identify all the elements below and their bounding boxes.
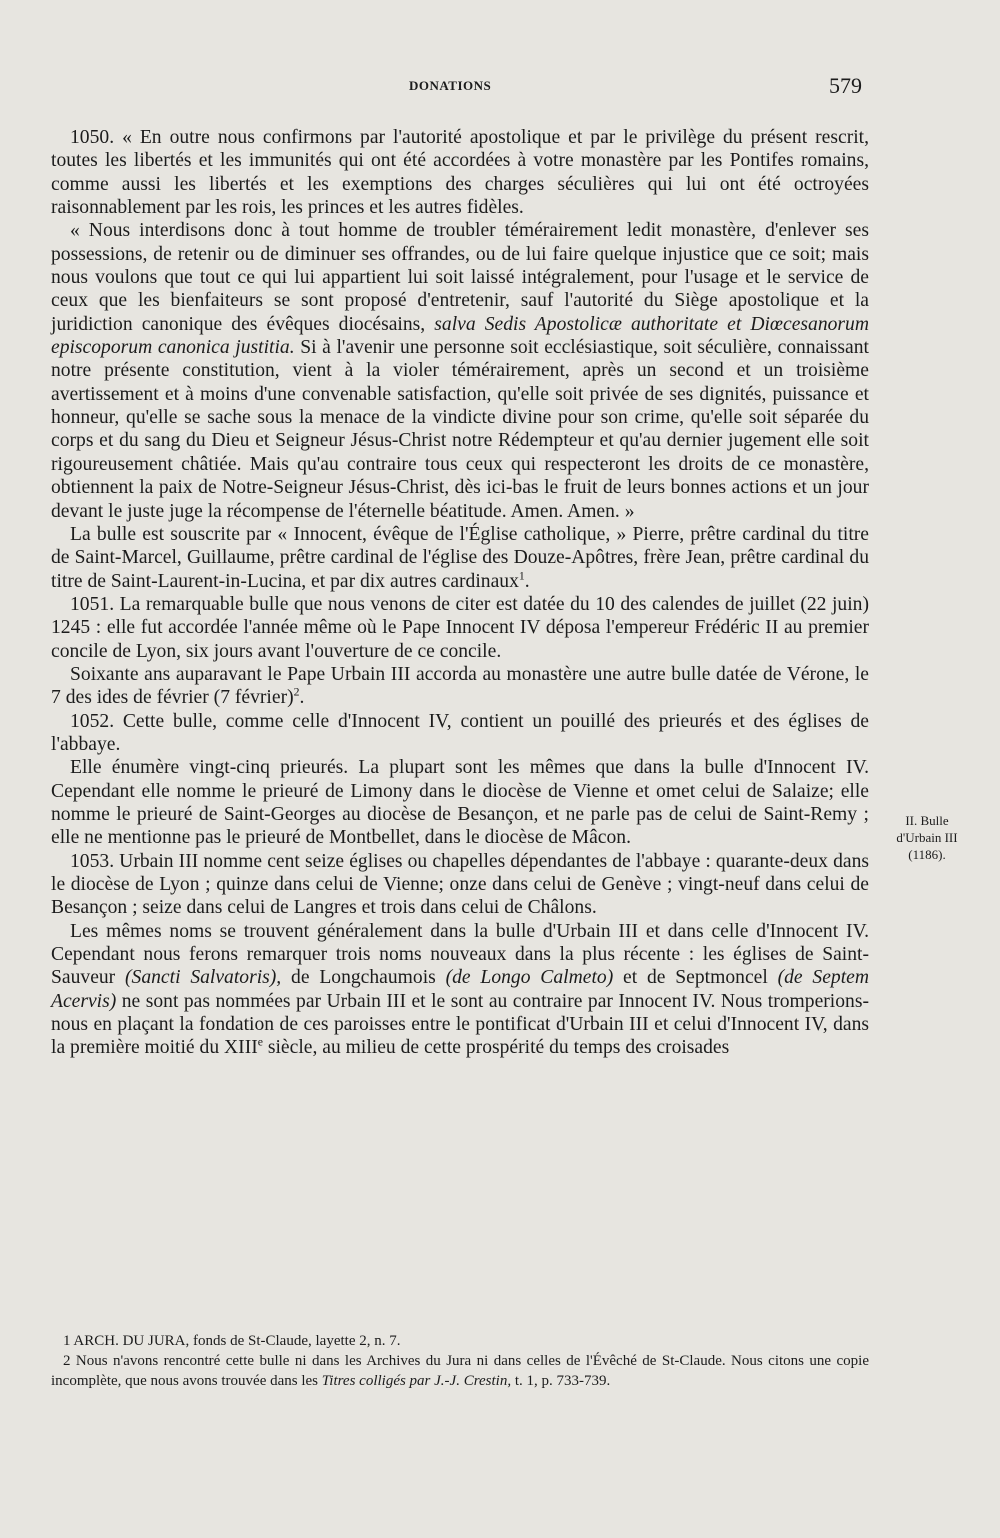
text-run: 1052. Cette bulle, comme celle d'Innocent IV, contient un pouillé des prieurés et des églises de l'abbaye. [51, 710, 869, 755]
page-number: 579 [829, 73, 862, 98]
text-run: La bulle est souscrite par « Innocent, évêque de l'Église catholique, » Pierre, prêtre cardinal du titre de Saint-Marcel, Guillaume, prêtre cardinal de l'église des Douze-Apôtres, frère Jean, prêtre cardinal du titre de Saint-Laurent-in-Lucina, et par dix autres cardinaux [51, 523, 869, 592]
text-run: Si à l'avenir une personne soit ecclésiastique, soit séculière, connaissant notre présente constitution, vient à la violer témérairement, après un second et un troisième avertissement et à moins d'une convenable satisfaction, qu'elle soit privée de ses dignités, puissance et honneur, qu'elle se sache sous la menace de la vindicte divine pour son crime, qu'elle soit séparée du corps et du sang du Dieu et Seigneur Jésus-Christ notre Rédempteur et qu'au dernier jugement elle soit rigoureusement châtiée. Mais qu'au contraire tous ceux qui respecteront les droits de ce monastère, obtiennent la paix de Notre-Seigneur Jésus-Christ, dès ici-bas le fruit de leurs bonnes actions et un jour devant le juste juge la récompense de l'éternelle béatitude. Amen. Amen. » [51, 337, 869, 522]
text-run: « Nous interdisons donc à tout homme de troubler témérairement ledit monastère, d'enlever ses possessions, de retenir ou de diminuer ses offrandes, ou de lui faire quelque injustice que ce soit; mais nous voulons que tout ce qui lui appartient lui soit laissé intégralement, pour l'usage et le service de ceux que les bienfaiteurs se sont proposé d'entretenir, sauf l'autorité du Siège apostolique et la juridiction canonique des évêques diocésains, [51, 220, 869, 335]
text-run: Elle énumère vingt-cinq prieurés. La plupart sont les mêmes que dans la bulle d'Innocent IV. Cependant elle nomme le prieuré de Limony dans le diocèse de Vienne et omet celui de Salaize; elle nomme le prieuré de Saint-Georges au diocèse de Besançon, et ne parle pas de celui de Saint-Remy ; elle ne mentionne pas le prieuré de Montbellet, dans le diocèse de Mâcon. [51, 757, 869, 849]
superscript: 1 [518, 569, 525, 582]
text-run: 2 Nous n'avons rencontré cette bulle ni dans les Archives du Jura ni dans celles de l'Évêché de St-Claude. Nous citons une copie incomplète, que nous avons trouvée dans les [51, 1353, 869, 1389]
paragraph [51, 663, 869, 710]
text-run: Les mêmes noms se trouvent généralement dans la bulle d'Urbain III et dans celle d'Innocent IV. Cependant nous ferons remarquer trois noms nouveaux dans la plus récente : les églises de Saint-Sauveur [51, 920, 869, 989]
italic-text: (de Longo Calmeto) [445, 967, 614, 989]
text-run: 1051. La remarquable bulle que nous venons de citer est datée du 10 des calendes de juillet (22 juin) 1245 : elle fut accordée l'année même où le Pape Innocent IV déposa l'empereur Frédéric II au premier concile de Lyon, six jours avant l'ouverture de ce concile. [51, 593, 869, 662]
italic-text: (de Septem Acervis) [51, 967, 869, 1012]
text-run: de Longchaumois [281, 967, 446, 989]
running-header: DONATIONS [409, 78, 492, 93]
paragraph [51, 920, 869, 1060]
text-run: siècle, au milieu de cette prospérité du temps des croisades [262, 1037, 730, 1059]
text-run: . [524, 570, 530, 592]
paragraph [51, 850, 869, 920]
paragraph [51, 126, 869, 219]
paragraph [51, 710, 869, 757]
text-run: . [299, 687, 305, 709]
footnote [51, 1331, 869, 1351]
margin-note-line: (1186). [908, 847, 946, 862]
paragraph [51, 756, 869, 849]
text-run: t. 1, p. 733-739. [511, 1373, 611, 1389]
paragraph [51, 593, 869, 663]
text-run: 1 ARCH. DU JURA, fonds de St-Claude, layette 2, n. 7. [63, 1333, 401, 1349]
paragraph [51, 219, 869, 522]
superscript: 2 [293, 685, 300, 699]
text-run: 1053. Urbain III nomme cent seize églises ou chapelles dépendantes de l'abbaye : quarante-deux dans le diocèse de Lyon ; quinze dans celui de Vienne; onze dans celui de Genève ; vingt-neuf dans celui de Besançon ; seize dans celui de Langres et trois dans celui de Châlons. [51, 850, 869, 919]
paragraph [51, 523, 869, 593]
margin-note [872, 812, 982, 863]
text-run: Soixante ans auparavant le Pape Urbain III accorda au monastère une autre bulle datée de Vérone, le 7 des ides de février (7 février) [51, 663, 869, 709]
text-run: et de Septmoncel [613, 967, 778, 989]
italic-text: salva Sedis Apostolicæ authoritate et Diœcesanorum episcoporum canonica justitia. [51, 313, 869, 359]
margin-note-line: d'Urbain III [896, 830, 958, 845]
margin-note-line: II. Bulle [905, 813, 949, 828]
text-run: 1050. « En outre nous confirmons par l'autorité apostolique et par le privilège du présent rescrit, toutes les libertés et les immunités qui ont été accordées à votre monastère par les Pontifes romains, comme aussi les libertés et les exemptions des charges séculières qui lui ont été octroyées raisonnablement par les rois, les princes et les autres fidèles. [51, 127, 869, 219]
italic-text: Titres colligés par J.-J. Crestin, [321, 1373, 512, 1389]
footnotes [51, 1331, 869, 1391]
text-run: ne sont pas nommées par Urbain III et le sont au contraire par Innocent IV. Nous tromperions-nous en plaçant la fondation de ces paroisses entre le pontificat d'Urbain III et celui d'Innocent IV, dans la première moitié du XIII [51, 990, 869, 1059]
superscript: e [257, 1035, 263, 1049]
body-text [51, 126, 869, 1060]
footnote [51, 1351, 869, 1391]
italic-text: (Sancti Salvatoris), [125, 967, 282, 989]
